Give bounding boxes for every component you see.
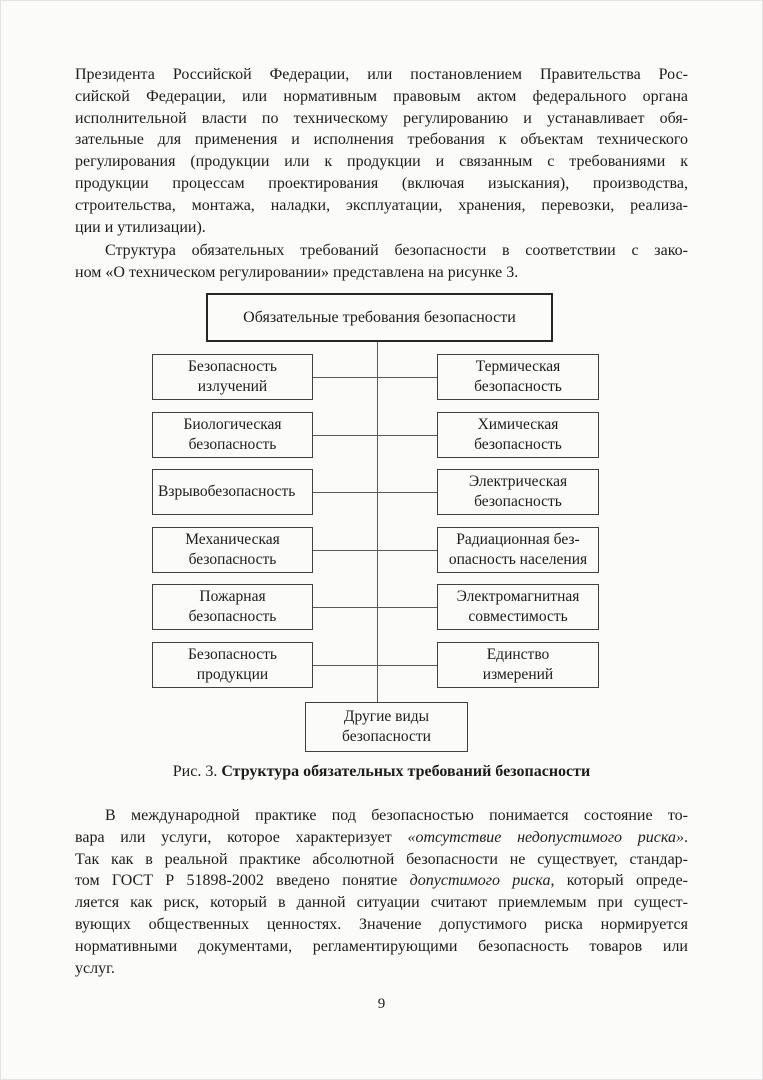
- flowchart-box-label: Термическая: [475, 358, 561, 375]
- flowchart-box-label: Механическая: [185, 531, 280, 548]
- flowchart-box-label: продукции: [196, 666, 269, 683]
- paragraph-2: [75, 240, 688, 284]
- flowchart-box-label: совместимость: [468, 608, 568, 625]
- flowchart-box-label: Радиационная без-: [456, 531, 580, 548]
- flowchart-box-electrical-safety: [437, 469, 599, 515]
- text-segment: вара или услуги, которое характеризует: [75, 828, 408, 846]
- flowchart-box-label: Электрическая: [468, 473, 568, 490]
- figure-caption-prefix: Рис. 3.: [172, 763, 222, 780]
- flowchart-box-other-safety-types: [305, 702, 468, 752]
- connector-row-6: [313, 665, 437, 666]
- flowchart-box-label: Другие виды: [343, 708, 430, 725]
- figure-caption-title: Структура обязательных требований безопасности: [221, 763, 591, 780]
- flowchart-box-label: безопасность: [474, 378, 562, 395]
- flowchart-box-label: безопасность: [188, 436, 277, 453]
- text-line: исполнительной власти по техническому регулированию и устанавливает обя-: [75, 109, 688, 127]
- text-segment-italic: допустимого риска: [409, 872, 551, 890]
- flowchart-box-label: безопасность: [188, 608, 277, 625]
- text-line: [75, 870, 688, 892]
- text-line: ном «О техническом регулировании» представлена на рисунке 3.: [75, 263, 519, 281]
- text-segment: .: [684, 828, 688, 846]
- flowchart-box-label: Электромагнитная: [456, 588, 580, 605]
- text-segment: , который опреде-: [550, 872, 688, 890]
- flowchart-box-label: Безопасность: [188, 646, 277, 663]
- flowchart-box-label: безопасности: [342, 728, 431, 745]
- flowchart-box-label: Взрывобезопасность: [158, 483, 296, 500]
- connector-vertical-trunk: [377, 342, 378, 702]
- text-line: нормативными документами, регламентирующими безопасность товаров или: [75, 937, 688, 955]
- page-number: 9: [377, 996, 386, 1012]
- connector-row-4: [313, 550, 437, 551]
- flowchart-box-label: безопасность: [474, 493, 562, 510]
- flowchart-box-label: Химическая: [477, 416, 559, 433]
- flowchart-box-chemical-safety: [437, 412, 599, 458]
- flowchart-box-mechanical-safety: [152, 527, 313, 573]
- text-line: регулирования (продукции или к продукции и связанным с требованиями к: [75, 153, 688, 171]
- connector-row-2: [313, 435, 437, 436]
- flowchart-box-label: опасность населения: [448, 551, 588, 568]
- text-line: ции и утилизации).: [75, 218, 206, 236]
- flowchart-box-thermal-safety: [437, 354, 599, 400]
- text-line: строительства, монтажа, наладки, эксплуатации, хранения, перевозки, реализа-: [75, 196, 688, 214]
- text-line: зательные для применения и исполнения требования к объектам технического: [75, 131, 688, 149]
- flowchart-box-mandatory-safety-requirements: [206, 293, 553, 342]
- flowchart-box-explosion-safety: [152, 469, 313, 515]
- connector-row-3: [313, 492, 437, 493]
- text-line: Структура обязательных требований безопасности в соответствии с зако-: [105, 242, 688, 259]
- text-line: Президента Российской Федерации, или постановлением Правительства Рос-: [75, 66, 688, 83]
- flowchart-box-label: излучений: [197, 378, 268, 395]
- flowchart-box-label: Пожарная: [199, 588, 266, 605]
- flowchart-box-label: безопасность: [188, 551, 277, 568]
- flowchart-box-label: измерений: [482, 666, 554, 683]
- text-line: вующих общественных ценностях. Значение допустимого риска нормируется: [75, 915, 688, 933]
- flowchart-box-radiation-safety: [152, 354, 313, 400]
- flowchart-box-fire-safety: [152, 584, 313, 630]
- figure-3-flowchart: [0, 290, 763, 760]
- text-line: услуг.: [75, 959, 115, 977]
- text-segment: том ГОСТ Р 51898-2002 введено понятие: [75, 872, 410, 890]
- paragraph-1: [75, 64, 688, 238]
- flowchart-box-label: безопасность: [474, 436, 562, 453]
- flowchart-box-biological-safety: [152, 412, 313, 458]
- text-line: Так как в реальной практике абсолютной безопасности не существует, стандар-: [75, 850, 688, 868]
- figure-caption: [75, 763, 688, 781]
- flowchart-box-label: Биологическая: [183, 416, 282, 433]
- paragraph-3: [75, 805, 688, 979]
- flowchart-box-population-radiation-safety: [437, 527, 599, 573]
- flowchart-box-label: Обязательные требования безопасности: [243, 308, 516, 326]
- flowchart-box-label: Безопасность: [188, 358, 277, 375]
- connector-row-5: [313, 607, 437, 608]
- flowchart-box-electromagnetic-compatibility: [437, 584, 599, 630]
- text-line: В международной практике под безопасностью понимается состояние то-: [105, 807, 688, 824]
- flowchart-box-product-safety: [152, 642, 313, 688]
- text-segment-italic: «отсутствие недопустимого риска»: [407, 828, 684, 846]
- flowchart-box-unity-of-measurements: [437, 642, 599, 688]
- text-line: сийской Федерации, или нормативным правовым актом федерального органа: [75, 87, 688, 105]
- connector-row-1: [313, 377, 437, 378]
- text-line: продукции процессам проектирования (включая изыскания), производства,: [75, 174, 688, 192]
- text-line: [75, 827, 688, 849]
- flowchart-box-label: Единство: [486, 646, 550, 663]
- text-line: ляется как риск, который в данной ситуации считают приемлемым при сущест-: [75, 894, 688, 912]
